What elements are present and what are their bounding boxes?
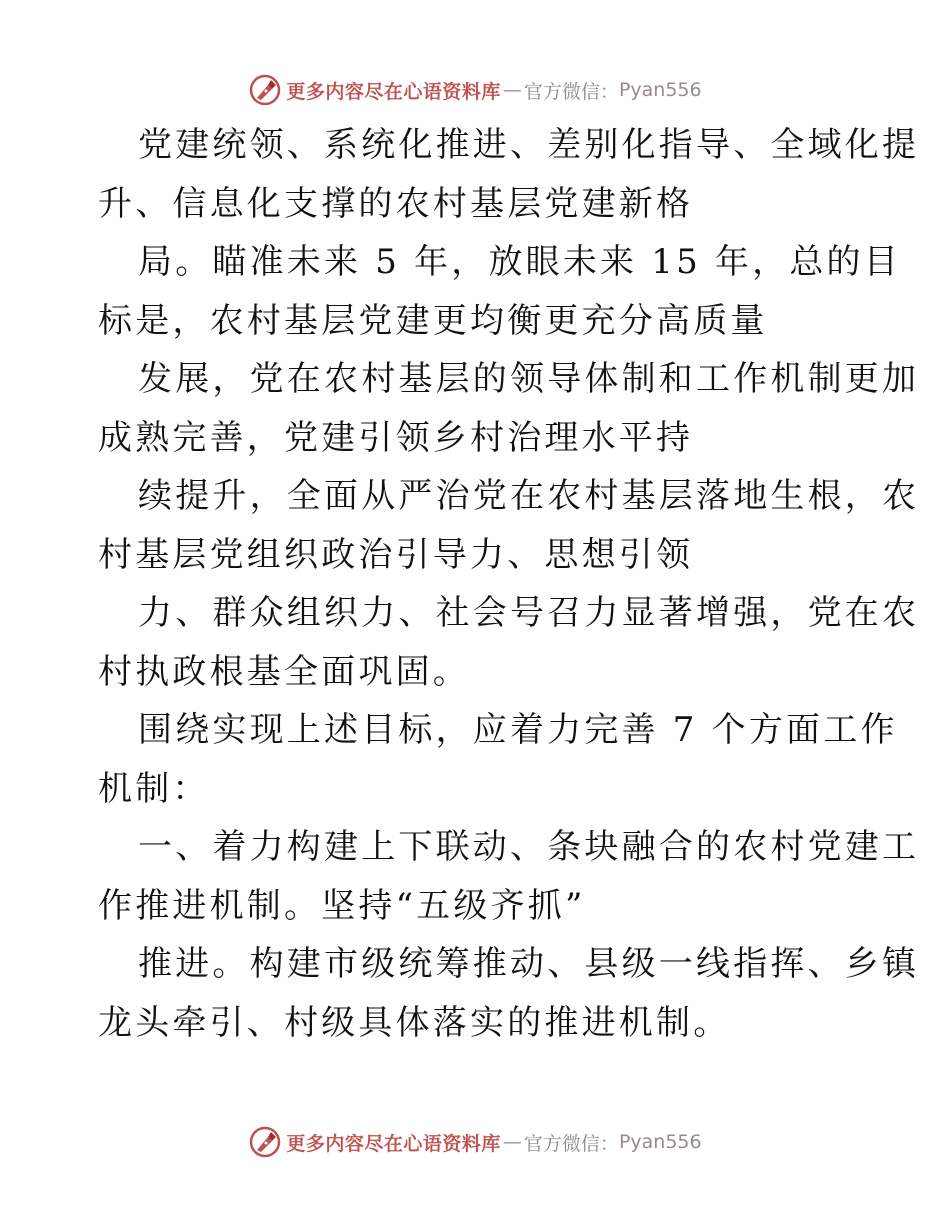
body-line: 党建统领、系统化推进、差别化指导、全域化提	[138, 125, 920, 165]
watermark-contact: Pyan556	[618, 79, 702, 101]
watermark-contact-label: 官方微信：	[523, 1132, 619, 1155]
body-line: 机制：	[98, 768, 210, 809]
footer-watermark	[0, 1122, 950, 1162]
body-line: 发展，党在农村基层的领导体制和工作机制更加	[138, 359, 920, 399]
body-line: 续提升，全面从严治党在农村基层落地生根，农	[138, 476, 920, 516]
body-line: 力、群众组织力、社会号召力显著增强，党在农	[138, 593, 920, 633]
body-line: 村基层党组织政治引导力、思想引领	[98, 534, 694, 575]
body-line: 围绕实现上述目标，应着力完善 7 个方面工作	[138, 710, 898, 750]
body-line: 龙头牵引、村级具体落实的推进机制。	[98, 1002, 731, 1043]
pen-nib-logo-icon	[248, 73, 282, 107]
header-watermark	[0, 70, 950, 110]
watermark-contact-label: 官方微信：	[523, 80, 619, 103]
body-line: 推进。构建市级统筹推动、县级一线指挥、乡镇	[138, 944, 920, 984]
body-line: 局。瞄准未来 5 年，放眼未来 15 年，总的目	[138, 242, 901, 282]
document-body	[98, 116, 920, 1052]
body-line: 村执政根基全面巩固。	[98, 651, 470, 692]
body-line: 升、信息化支撑的农村基层党建新格	[98, 183, 694, 224]
watermark-brand: 更多内容尽在心语资料库	[286, 1132, 501, 1155]
watermark-dash: —	[502, 79, 522, 101]
watermark-dash: —	[502, 1131, 522, 1153]
watermark-brand: 更多内容尽在心语资料库	[286, 80, 501, 103]
body-line: 标是，农村基层党建更均衡更充分高质量	[98, 300, 768, 341]
body-line: 一、着力构建上下联动、条块融合的农村党建工	[138, 827, 920, 867]
watermark-contact: Pyan556	[618, 1131, 702, 1153]
pen-nib-logo-icon	[248, 1125, 282, 1159]
body-line: 作推进机制。坚持“五级齐抓”	[98, 885, 586, 926]
body-line: 成熟完善，党建引领乡村治理水平持	[98, 417, 694, 458]
